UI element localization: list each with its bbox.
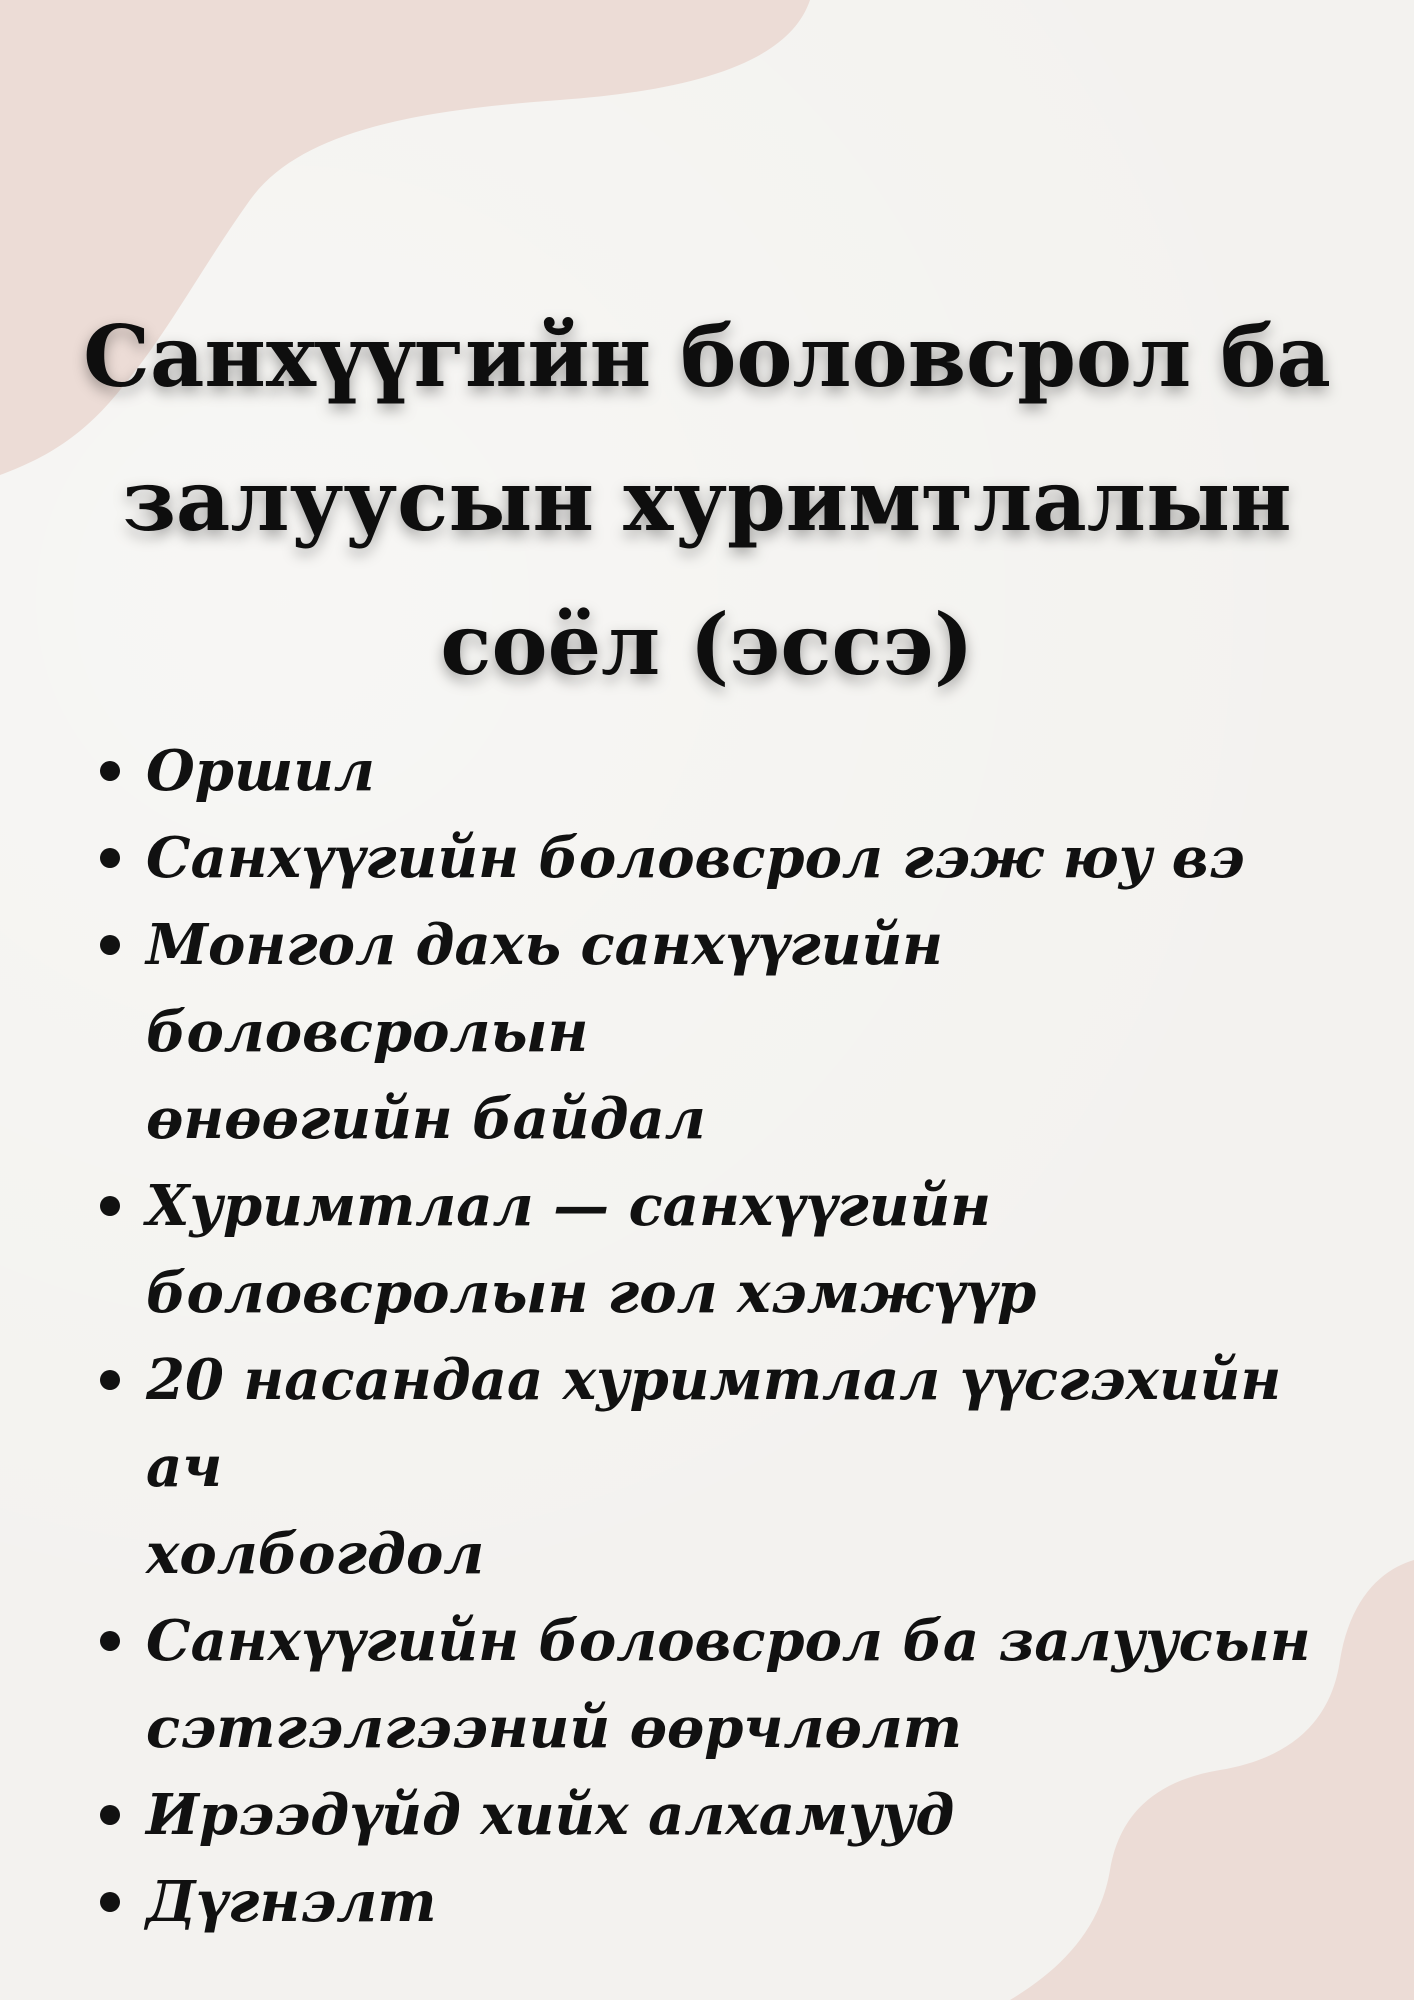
bullet-icon xyxy=(100,1196,120,1216)
list-item-text: Хуримтлал — санхүүгийн xyxy=(146,1173,992,1239)
list-item-text-continued: боловсролын гол хэмжүүр xyxy=(146,1260,1037,1326)
bullet-icon xyxy=(100,1805,120,1825)
title-line-1: Санхүүгийн боловсрол ба xyxy=(83,307,1331,406)
list-item-conclusion xyxy=(90,1859,1330,1946)
essay-title xyxy=(0,285,1414,717)
list-item-mongolia-status xyxy=(90,902,1330,1163)
bullet-icon xyxy=(100,761,120,781)
list-item-text-continued: холбогдол xyxy=(146,1521,485,1587)
bullet-icon xyxy=(100,1892,120,1912)
list-item-future-steps xyxy=(90,1772,1330,1859)
list-item-text: Оршил xyxy=(146,738,375,804)
bullet-icon xyxy=(100,848,120,868)
list-item-text: Санхүүгийн боловсрол гэж юу вэ xyxy=(146,825,1245,891)
list-item-text: Дүгнэлт xyxy=(146,1869,437,1935)
list-item-definition xyxy=(90,815,1330,902)
list-item-text-continued: сэтгэлгээний өөрчлөлт xyxy=(146,1695,963,1761)
list-item-savings-at-20 xyxy=(90,1337,1330,1598)
list-item-intro xyxy=(90,728,1330,815)
list-item-text: Санхүүгийн боловсрол ба залуусын xyxy=(146,1608,1311,1674)
bullet-icon xyxy=(100,1631,120,1651)
list-item-mindset-change xyxy=(90,1598,1330,1772)
list-item-text: 20 насандаа хуримтлал үүсгэхийн ач xyxy=(146,1347,1282,1500)
list-item-text: Монгол дахь санхүүгийн боловсролын xyxy=(146,912,943,1065)
bullet-icon xyxy=(100,1370,120,1390)
contents-list xyxy=(90,728,1330,1946)
bullet-icon xyxy=(100,935,120,955)
list-item-text: Ирээдүйд хийх алхамууд xyxy=(146,1782,955,1848)
list-item-text-continued: өнөөгийн байдал xyxy=(146,1086,706,1152)
title-line-3: соёл (эссэ) xyxy=(440,595,974,694)
list-item-savings-measure xyxy=(90,1163,1330,1337)
title-line-2: залуусын хуримтлалын xyxy=(122,451,1292,550)
